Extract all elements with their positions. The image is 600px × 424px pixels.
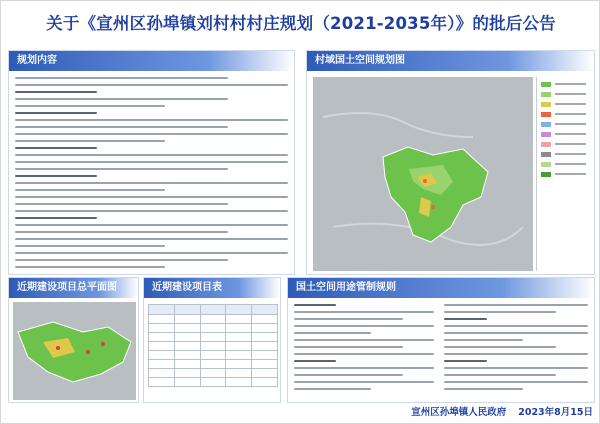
section-header-land-control: 国土空间用途管制规则 xyxy=(288,278,594,298)
page-title: 关于《宣州区孙埠镇刘村村村庄规划（2021-2035年）》的批后公告 xyxy=(46,14,556,33)
issue-date: 2023年8月15日 xyxy=(518,407,593,418)
land-use-control-panel xyxy=(287,277,595,403)
land-control-text-left xyxy=(294,304,434,398)
plan-content-panel xyxy=(8,50,295,275)
land-plan-map xyxy=(313,77,533,271)
section-header-content: 规划内容 xyxy=(9,51,294,71)
section-header-recent-master: 近期建设项目总平面图 xyxy=(9,278,138,298)
issuer: 宣州区孙埠镇人民政府 xyxy=(411,407,507,418)
village-boundary-map xyxy=(313,77,533,271)
plan-content-text xyxy=(15,77,288,270)
recent-project-table-panel xyxy=(143,277,281,403)
recent-project-table xyxy=(148,304,278,387)
land-plan-panel xyxy=(306,50,595,275)
land-plan-legend xyxy=(536,77,590,271)
recent-master-map xyxy=(13,302,136,400)
recent-project-map xyxy=(13,302,136,400)
land-control-text-right xyxy=(444,304,588,398)
section-header-land-plan: 村域国土空间规划图 xyxy=(307,51,594,71)
footer xyxy=(381,406,593,420)
section-header-recent-table: 近期建设项目表 xyxy=(144,278,280,298)
recent-master-plan-panel xyxy=(8,277,139,403)
